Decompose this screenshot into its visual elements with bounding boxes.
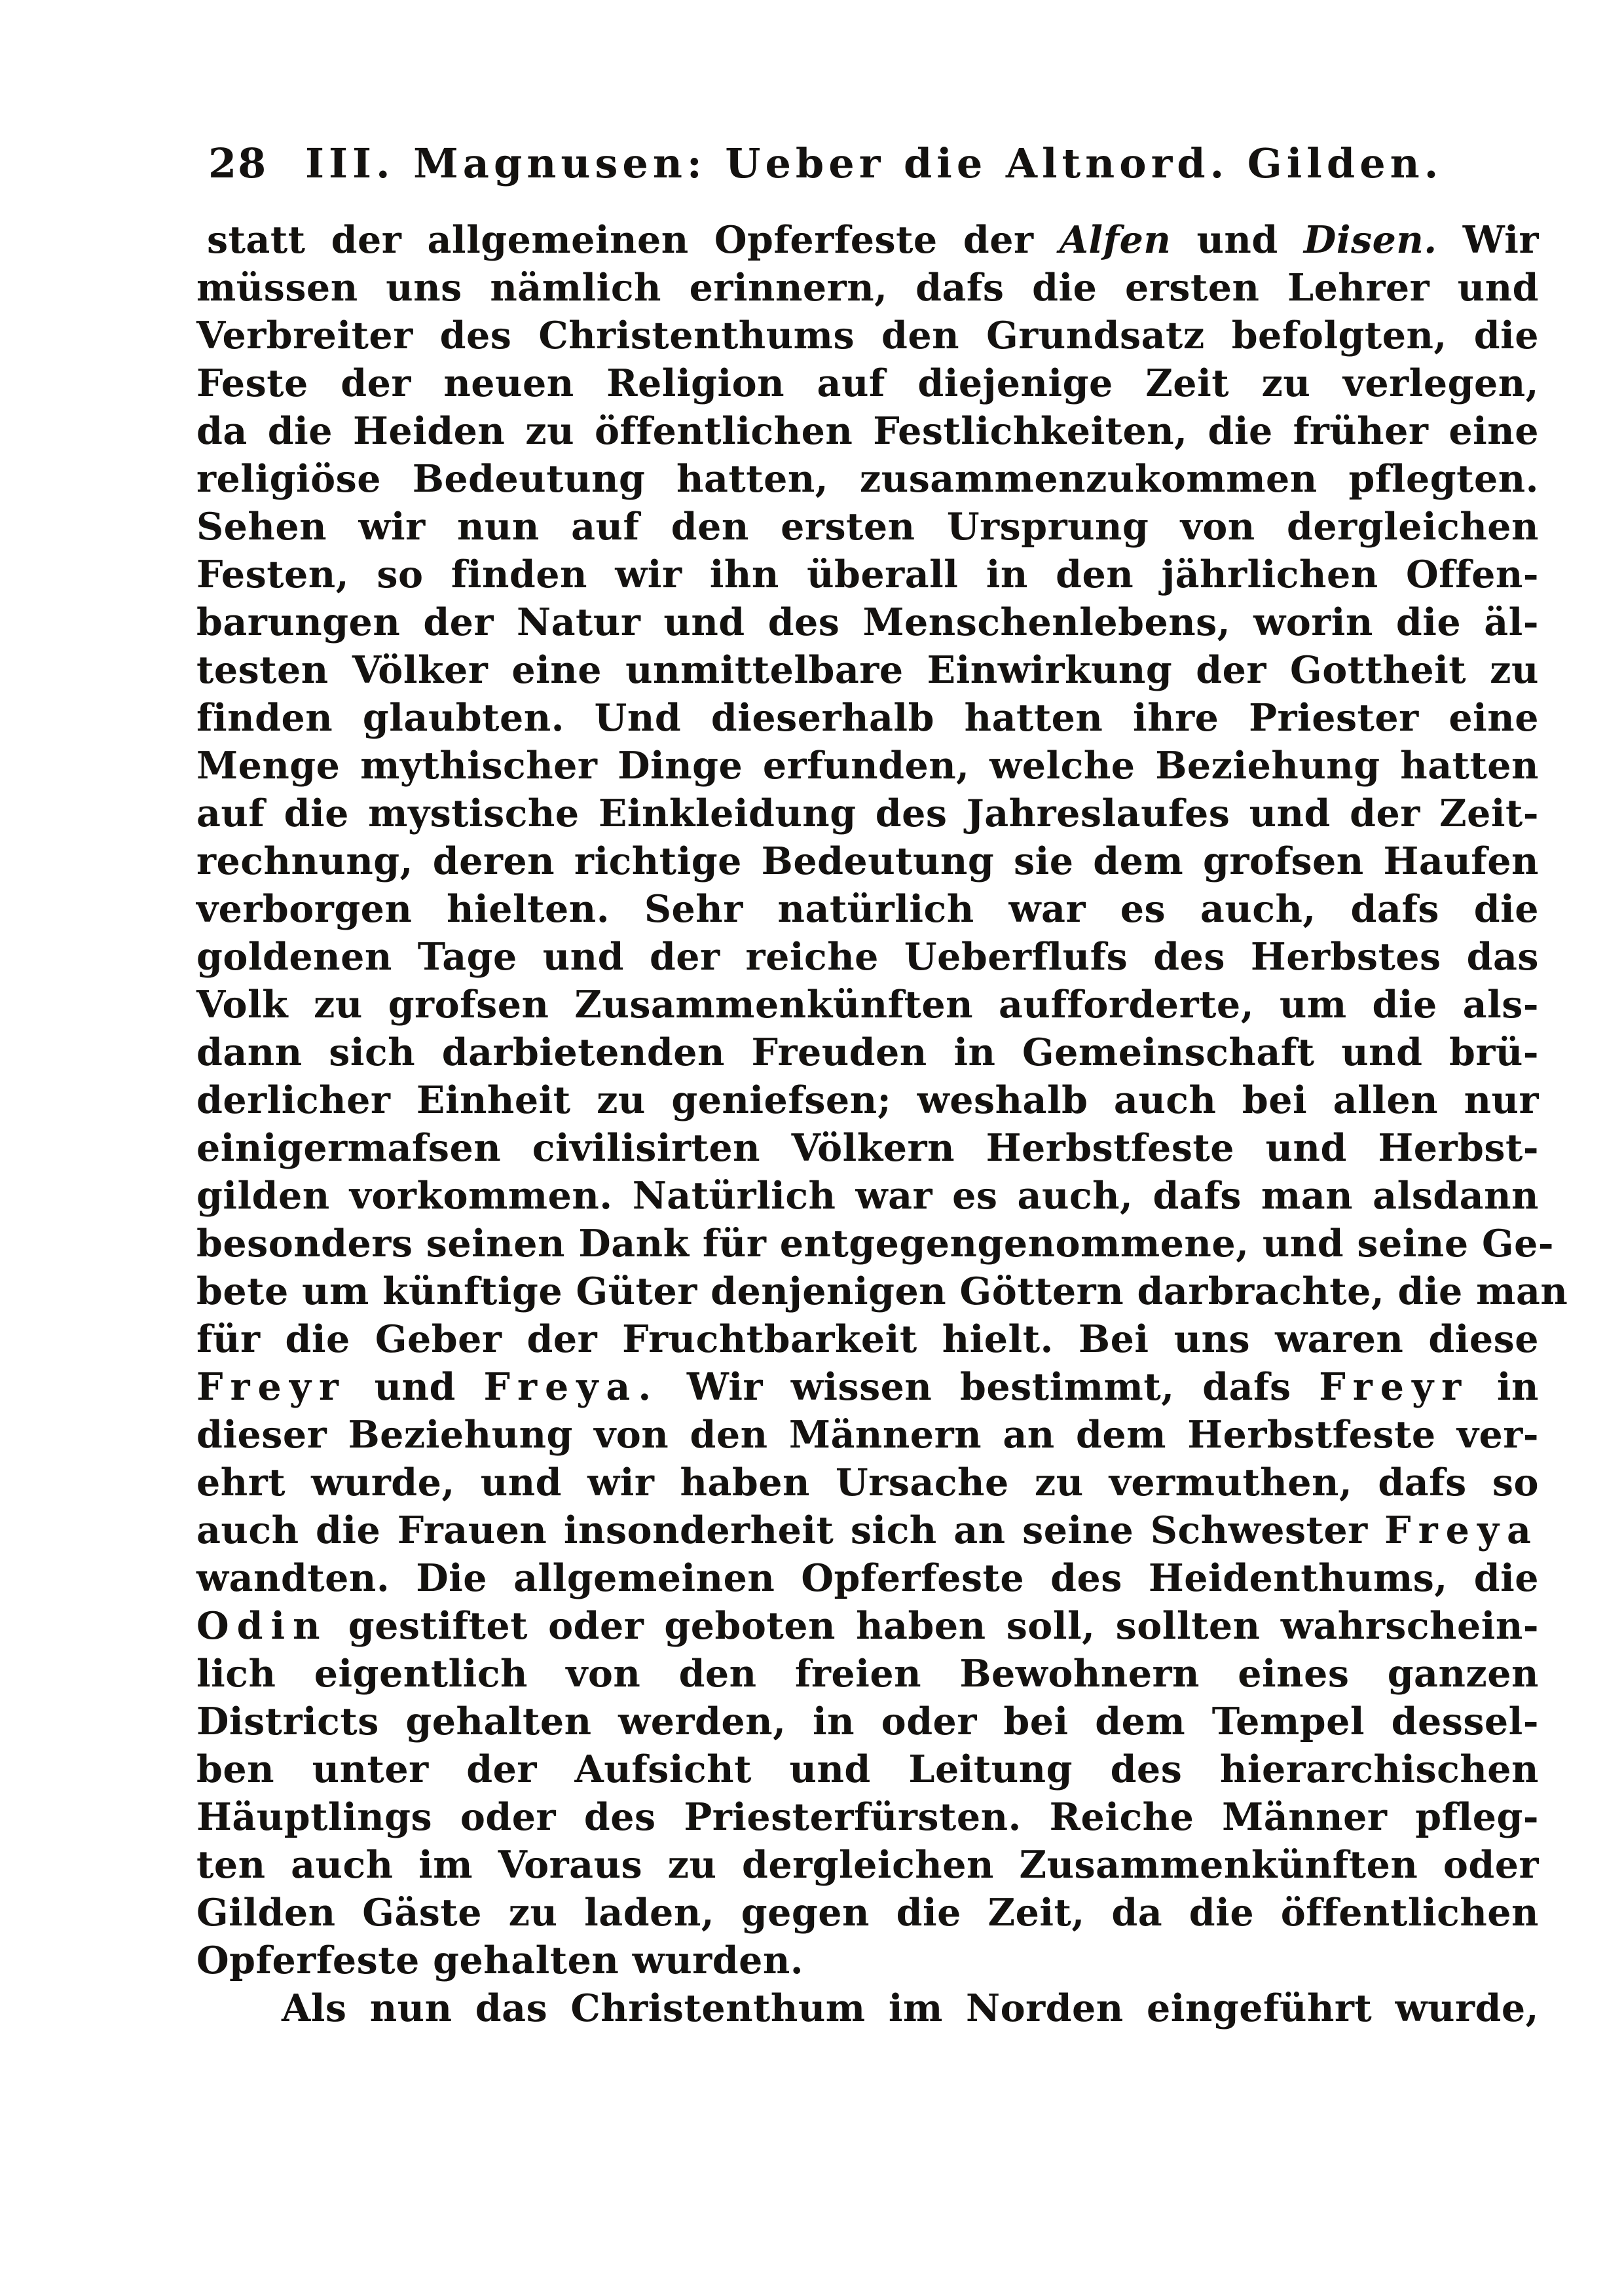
text-line [196, 1793, 1539, 1841]
running-header [208, 134, 1459, 193]
body-text [196, 216, 1568, 2032]
text-segment: verborgen hielten. Sehr natürlich war es auch, dafs die [196, 887, 1539, 931]
text-segment: goldenen Tage und der reiche Ueberflufs des Herbstes das [196, 935, 1539, 979]
text-line [196, 694, 1539, 742]
text-segment: rechnung, deren richtige Bedeutung sie dem grofsen Haufen [196, 839, 1539, 883]
text-segment: dann sich darbietenden Freuden in Gemeinschaft und brü- [196, 1030, 1539, 1074]
text-line [196, 455, 1539, 503]
text-segment: Volk zu grofsen Zusammenkünften aufforderte, um die als- [196, 983, 1539, 1027]
text-segment: müssen uns nämlich erinnern, dafs die ersten Lehrer und [196, 266, 1539, 310]
text-line [196, 264, 1539, 312]
text-segment: und [1171, 218, 1304, 262]
text-line [196, 837, 1539, 885]
text-line [196, 1554, 1539, 1602]
text-line [196, 646, 1539, 694]
text-line [196, 1937, 1539, 1984]
text-segment: in [1469, 1365, 1539, 1409]
text-line [196, 1889, 1539, 1937]
text-segment: auch die Frauen insonderheit sich an seine Schwester [196, 1508, 1385, 1552]
text-line [196, 981, 1539, 1029]
text-segment: auf die mystische Einkleidung des Jahreslaufes und der Zeit- [196, 792, 1539, 835]
text-segment: wandten. Die allgemeinen Opferfeste des Heidenthums, die [196, 1556, 1539, 1600]
text-line [196, 1841, 1539, 1889]
text-segment: Festen, so finden wir ihn überall in den jährlichen Offen- [196, 553, 1539, 596]
text-segment: Häuptlings oder des Priesterfürsten. Reiche Männer pfleg- [196, 1795, 1539, 1839]
text-segment: Districts gehalten werden, in oder bei dem Tempel dessel- [196, 1700, 1539, 1743]
text-line [196, 407, 1539, 455]
text-line [196, 1650, 1539, 1698]
text-segment: Opferfeste gehalten wurden. [196, 1939, 804, 1982]
text-segment: derlicher Einheit zu geniefsen; weshalb auch bei allen nur [196, 1078, 1539, 1122]
text-segment: Sehen wir nun auf den ersten Ursprung von dergleichen [196, 505, 1539, 549]
spaced-name: Freya [1384, 1508, 1539, 1552]
spaced-name: Freyr [1319, 1365, 1469, 1409]
text-segment: dieser Beziehung von den Männern an dem Herbstfeste ver- [196, 1413, 1539, 1457]
text-line [196, 216, 1539, 264]
text-line [196, 1029, 1539, 1076]
text-segment: und [346, 1365, 484, 1409]
text-line [196, 1076, 1539, 1124]
text-segment: Verbreiter des Christenthums den Grundsatz befolgten, die [196, 314, 1539, 357]
text-segment: religiöse Bedeutung hatten, zusammenzukommen pflegten. [196, 457, 1539, 501]
text-segment: gestiftet oder geboten haben soll, sollten wahrschein- [327, 1604, 1539, 1648]
text-line [196, 1267, 1568, 1315]
text-segment: besonders seinen Dank für entgegengenommene, und seine Ge- [196, 1222, 1555, 1266]
text-segment: einigermafsen civilisirten Völkern Herbstfeste und Herbst- [196, 1126, 1539, 1170]
text-line [196, 885, 1539, 933]
text-line [196, 1745, 1539, 1793]
text-segment: Als nun das Christenthum im Norden eingeführt wurde, [282, 1986, 1539, 2030]
text-line [196, 1698, 1539, 1745]
spaced-name: Freya. [483, 1365, 659, 1409]
text-line [196, 790, 1539, 837]
text-segment: bete um künftige Güter denjenigen Göttern darbrachte, die man [196, 1269, 1568, 1313]
text-line [196, 1984, 1539, 2032]
text-segment: finden glaubten. Und dieserhalb hatten ihre Priester eine [196, 696, 1539, 740]
text-line [196, 1220, 1555, 1267]
spaced-name: Freyr [196, 1365, 346, 1409]
text-segment: statt der allgemeinen Opferfeste der [207, 218, 1060, 262]
text-line [196, 742, 1539, 790]
text-segment: gilden vorkommen. Natürlich war es auch, dafs man alsdann [196, 1174, 1539, 1218]
spaced-name: Odin [196, 1604, 328, 1648]
text-segment: lich eigentlich von den freien Bewohnern eines ganzen [196, 1652, 1539, 1696]
text-segment: Gilden Gäste zu laden, gegen die Zeit, da die öffentlichen [196, 1891, 1539, 1935]
text-line [196, 1411, 1539, 1459]
page-number: 28 [208, 139, 268, 187]
text-line [196, 1506, 1539, 1554]
text-segment: Menge mythischer Dinge erfunden, welche Beziehung hatten [196, 744, 1539, 788]
text-line [196, 551, 1539, 598]
text-segment: Wir wissen bestimmt, dafs [659, 1365, 1320, 1409]
text-segment: Feste der neuen Religion auf diejenige Zeit zu verlegen, [196, 361, 1539, 405]
text-line [196, 503, 1539, 551]
text-segment: ehrt wurde, und wir haben Ursache zu vermuthen, dafs so [196, 1461, 1539, 1504]
italic-word: Disen. [1303, 218, 1437, 262]
text-line [196, 933, 1539, 981]
text-segment: ben unter der Aufsicht und Leitung des hierarchischen [196, 1747, 1539, 1791]
text-line [196, 359, 1539, 407]
text-line [196, 1363, 1539, 1411]
text-line [196, 1459, 1539, 1506]
text-line [196, 312, 1539, 359]
text-line [196, 1602, 1539, 1650]
text-segment: ten auch im Voraus zu dergleichen Zusammenkünften oder [196, 1843, 1539, 1887]
italic-word: Alfen [1059, 218, 1172, 262]
text-line [196, 598, 1539, 646]
text-line [196, 1315, 1539, 1363]
text-line [196, 1124, 1539, 1172]
text-segment: da die Heiden zu öffentlichen Festlichkeiten, die früher eine [196, 409, 1539, 453]
text-segment: barungen der Natur und des Menschenlebens, worin die äl- [196, 600, 1539, 644]
text-segment: testen Völker eine unmittelbare Einwirkung der Gottheit zu [196, 648, 1539, 692]
text-segment: für die Geber der Fruchtbarkeit hielt. Bei uns waren diese [196, 1317, 1539, 1361]
text-line [196, 1172, 1539, 1220]
running-title: III. Magnusen: Ueber die Altnord. Gilden. [305, 139, 1443, 187]
text-segment: Wir [1437, 218, 1539, 262]
